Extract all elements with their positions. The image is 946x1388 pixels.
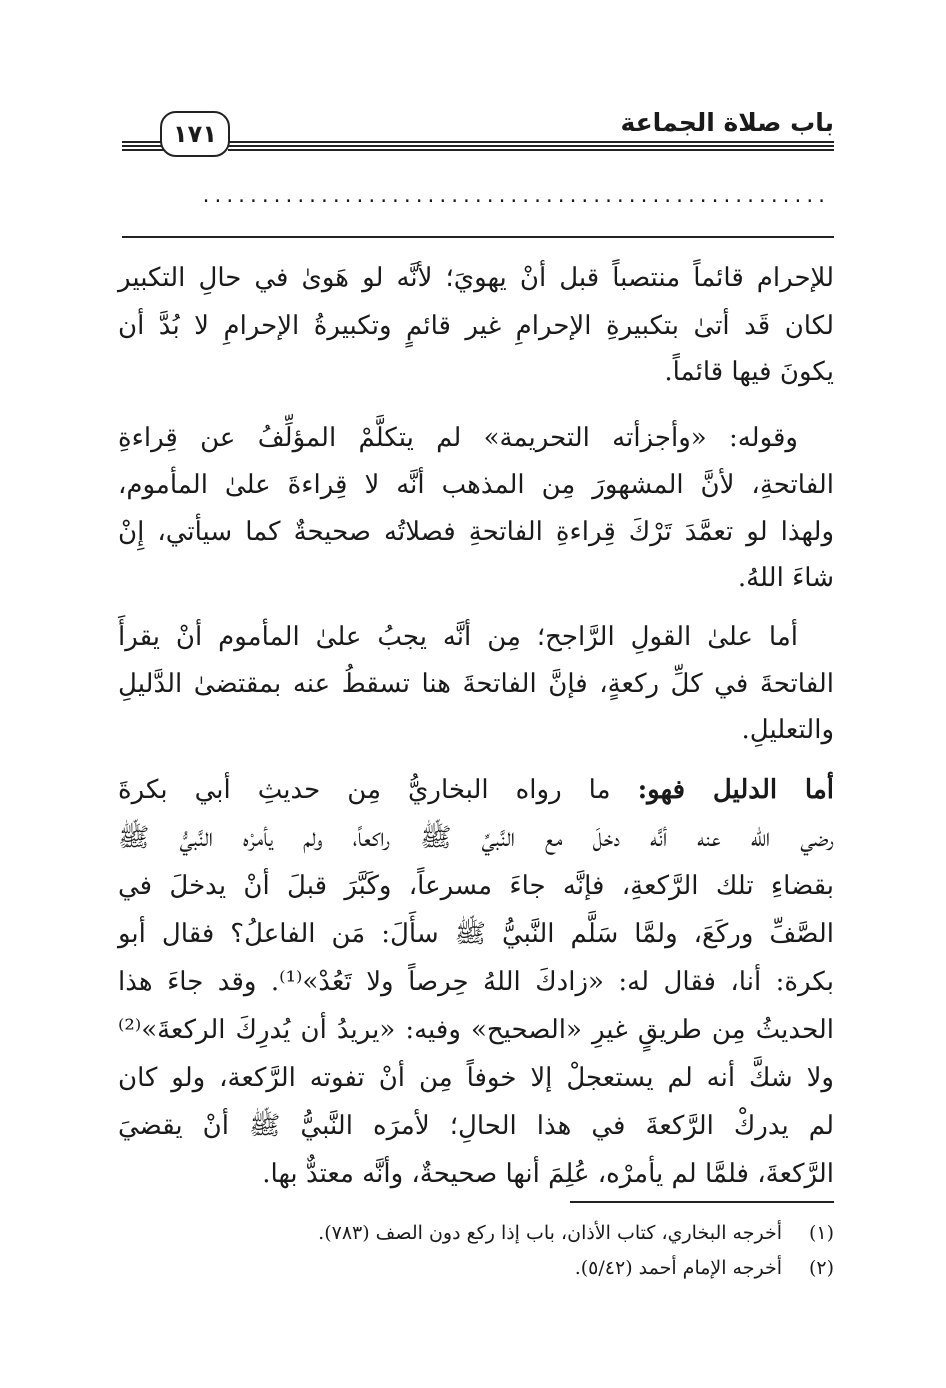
evidence-heading: أما الدليل فهو: [637,775,834,805]
page-number: ١٧١ [160,111,230,157]
footnote [118,1219,834,1247]
header-rule-left [122,141,164,151]
text-line: والتعليلِ. [741,715,834,745]
footnote-text: أخرجه البخاري، كتاب الأذان، باب إذا ركع دون الصف (٧٨٣). [318,1222,782,1244]
text-line: الرَّكعةَ، فلمَّا لم يأمرْه، عُلِمَ أنها صحيحةٌ، وأنَّه معتدٌّ بها. [262,1159,834,1189]
footnote-number: (٢) [808,1257,834,1279]
text-line: للإحرام قائماً منتصباً قبل أنْ يهويَ؛ لأنَّه لو هَوىٰ في حالِ التكبير [118,263,834,293]
text-line: لكان قَد أتىٰ بتكبيرةِ الإحرامِ غير قائمٍ وتكبيرةُ الإحرامِ لا بُدَّ أن [118,311,834,341]
text-line: لم يدركْ الرَّكعةَ في هذا الحالِ؛ لأمرَه النَّبيُّ ﷺ أنْ يقضيَ [118,1111,834,1141]
text-line: أما علىٰ القولِ الرَّاجح؛ مِن أنَّه يجبُ علىٰ المأموم أنْ يقرأَ [118,622,798,652]
text-line: ولا شكَّ أنه لم يستعجلْ إلا خوفاً مِن أنْ تفوته الرَّكعة، ولو كان [118,1063,834,1093]
footnote-number: (١) [808,1222,834,1244]
text-line: بقضاءِ تلك الرَّكعةِ، فإنَّه جاءَ مسرعاً، وكَبَّرَ قبلَ أنْ يدخلَ في [118,871,834,901]
text-line: رضي الله عنه أنَّه دخلَ مع النَّبيِّ ﷺ راكعاً، ولم يأمرْه النَّبيُّ ﷺ [118,823,834,853]
text-line: شاءَ اللهُ. [737,563,834,593]
header-rule [228,141,834,151]
text-line: بكرة: أنا، فقال له: «زادكَ اللهُ حِرصاً ولا تَعُدْ»⁽¹⁾. وقد جاءَ هذا [118,967,834,997]
text-line: وقوله: «وأجزأته التحريمة» لم يتكلَّمْ المؤلِّفُ عن قِراءةِ [118,423,798,453]
footnote-text: أخرجه الإمام أحمد (٥/٤٢). [574,1257,782,1279]
text-line: يكونَ فيها قائماً. [664,357,834,387]
footnote-separator [570,1201,834,1203]
text-line-rest: ما رواه البخاريُّ مِن حديثِ أبي بكرةَ [118,775,638,805]
text-line: الفاتحةَ في كلِّ ركعةٍ، فإنَّ الفاتحةَ هنا تسقطُ عنه بمقتضىٰ الدَّليلِ [118,669,834,699]
text-line [118,770,834,810]
chapter-title: باب صلاة الجماعة [620,108,834,137]
dotted-separator: ..................................................... [200,186,828,207]
text-line: الصَّفِّ وركَعَ، ولمَّا سَلَّم النَّبيُّ ﷺ سأَلَ: مَن الفاعلُ؟ فقال أبو [118,919,834,949]
text-line: ولهذا لو تعمَّدَ تَرْكَ قِراءةِ الفاتحةِ فصلاتُه صحيحةٌ كما سيأتي، إِنْ [118,517,834,547]
content-top-rule [122,236,834,238]
text-line: الفاتحةِ، لأنَّ المشهورَ مِن المذهب أنَّه لا قِراءةَ علىٰ المأموم، [118,470,834,500]
footnote [118,1254,834,1282]
text-line: الحديثُ مِن طريقٍ غيرِ «الصحيح» وفيه: «يريدُ أن يُدرِكَ الركعةَ»⁽²⁾ [118,1015,834,1045]
